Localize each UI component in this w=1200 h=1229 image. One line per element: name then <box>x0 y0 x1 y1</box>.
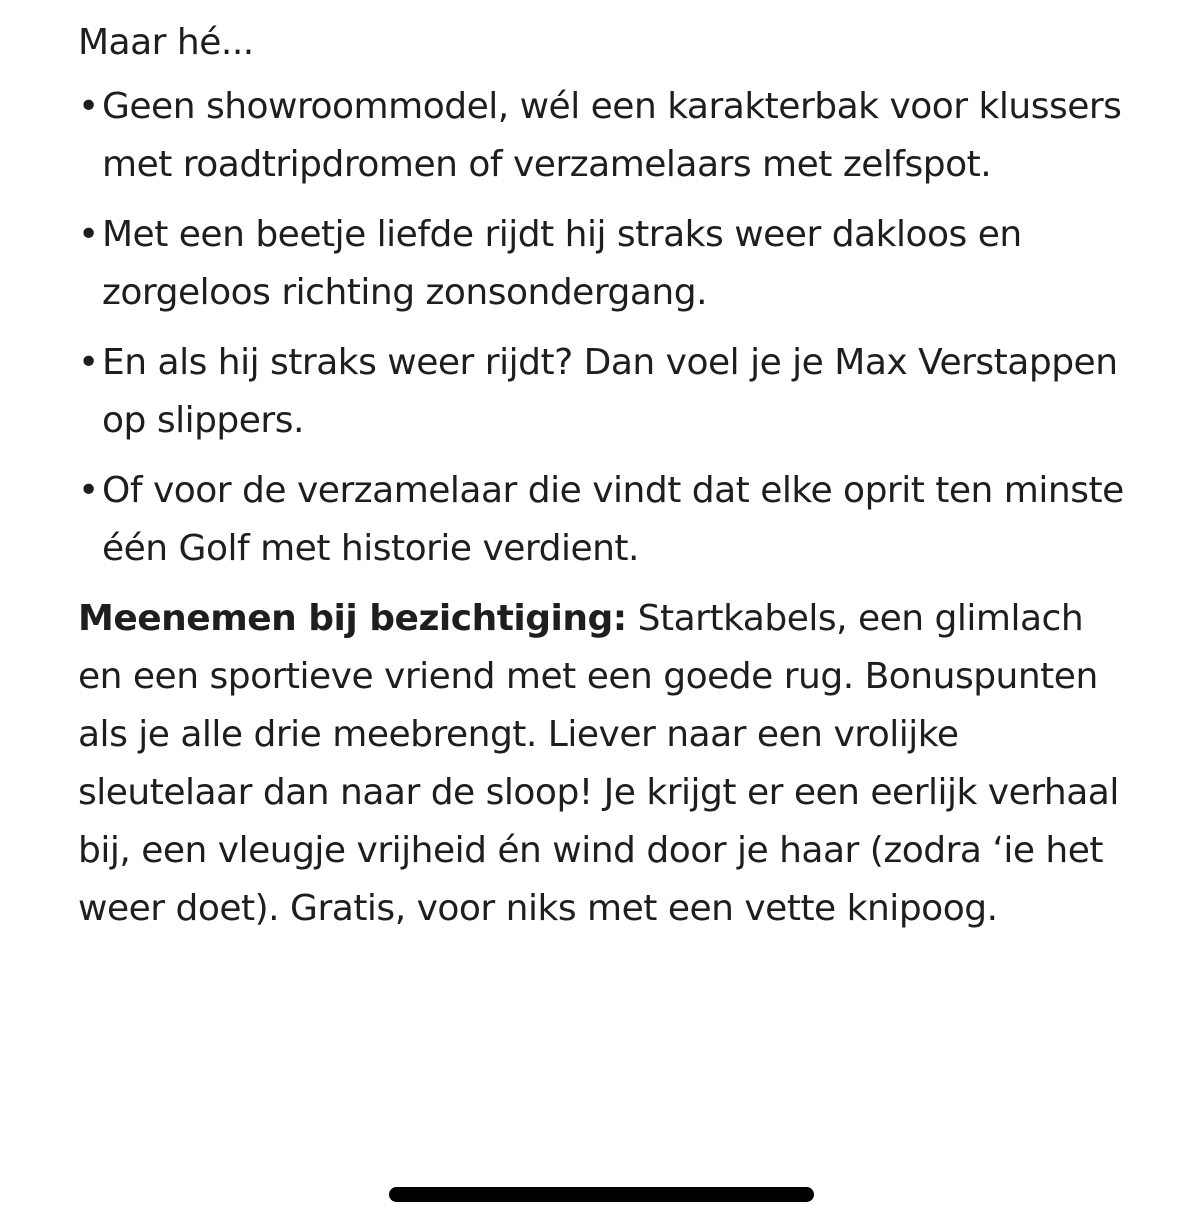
list-item <box>78 334 1138 450</box>
bullet-icon: • <box>78 342 99 383</box>
bullet-icon: • <box>78 470 99 511</box>
bullet-icon: • <box>78 214 99 255</box>
bullet-icon: • <box>78 86 99 127</box>
intro-text: Maar hé... <box>78 22 254 63</box>
listing-description <box>78 14 1138 938</box>
bullet-text: Of voor de verzamelaar die vindt dat elke oprit ten minste één Golf met historie verdient. <box>102 470 1124 569</box>
bullet-text: Met een beetje liefde rijdt hij straks weer dakloos en zorgeloos richting zonsondergang. <box>102 214 1022 313</box>
list-item <box>78 78 1138 194</box>
bullet-text: En als hij straks weer rijdt? Dan voel je je Max Verstappen op slippers. <box>102 342 1118 441</box>
closing-paragraph <box>78 590 1138 938</box>
closing-label: Meenemen bij bezichtiging: <box>78 598 627 639</box>
home-indicator[interactable] <box>389 1187 814 1202</box>
closing-text: Startkabels, een glimlach en een sportieve vriend met een goede rug. Bonuspunten als je alle drie meebrengt. Liever naar een vrolijke sleutelaar dan naar de sloop! Je krijgt er een eerlijk verhaal bij, een vleugje vrijheid én wind door je haar (zodra ‘ie het weer doet). Gratis, voor niks met een vette knipoog. <box>78 598 1119 929</box>
bullet-list <box>78 78 1138 578</box>
bullet-text: Geen showroommodel, wél een karakterbak voor klussers met roadtripdromen of verzamelaars met zelfspot. <box>102 86 1122 185</box>
list-item <box>78 462 1138 578</box>
list-item <box>78 206 1138 322</box>
